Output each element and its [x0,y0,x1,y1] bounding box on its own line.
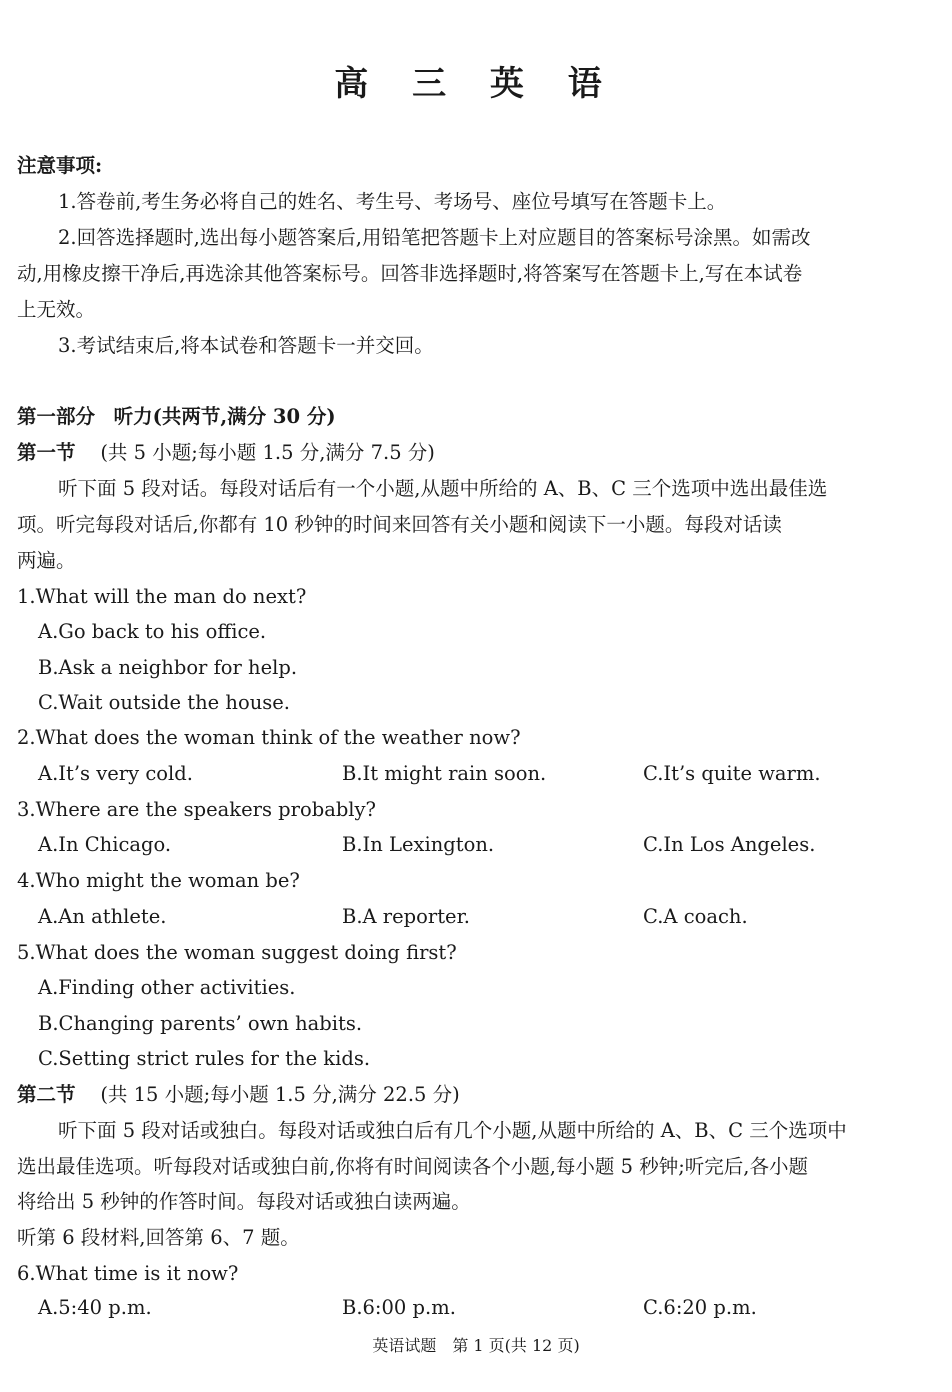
part1-heading [17,405,336,429]
section2-instr-line-2: 选出最佳选项。听每段对话或独白前,你将有时间阅读各个小题,每小题 5 秒钟;听完后,各小题 [17,1155,808,1178]
q3-option-a: A.In Chicago. [38,833,172,856]
section2-label: 第二节 [17,1083,76,1106]
q5-option-a: A.Finding other activities. [38,976,296,999]
q6-option-b: B.6:00 p.m. [342,1296,456,1319]
q4-option-a: A.An athlete. [38,905,167,928]
section1-instr-line-1: 听下面 5 段对话。每段对话后有一个小题,从题中所给的 A、B、C 三个选项中选出最佳选 [58,477,828,500]
q2-option-c: C.It’s quite warm. [643,762,821,785]
part1-text: 听力(共两节,满分 30 分) [113,405,336,428]
q2-option-a: A.It’s very cold. [38,762,193,785]
section2-heading [17,1083,460,1107]
q2-stem: 2.What does the woman think of the weather now? [17,726,521,749]
q3-options [38,833,938,857]
q4-option-b: B.A reporter. [342,905,470,928]
q4-option-c: C.A coach. [643,905,748,928]
notice-heading: 注意事项: [17,154,103,177]
notice-item-2-line-3: 上无效。 [17,298,96,321]
q5-stem: 5.What does the woman suggest doing first? [17,941,457,964]
q5-option-b: B.Changing parents’ own habits. [38,1012,363,1035]
section2-text: (共 15 小题;每小题 1.5 分,满分 22.5 分) [100,1083,460,1106]
section1-instr-line-3: 两遍。 [17,549,76,572]
notice-item-1: 1.答卷前,考生务必将自己的姓名、考生号、考场号、座位号填写在答题卡上。 [58,190,727,213]
q6-option-c: C.6:20 p.m. [643,1296,757,1319]
section2-instr-line-3: 将给出 5 秒钟的作答时间。每段对话或独白读两遍。 [17,1190,471,1213]
q6-stem: 6.What time is it now? [17,1262,239,1285]
q1-option-b: B.Ask a neighbor for help. [38,656,298,679]
q4-options [38,905,938,929]
part1-label: 第一部分 [17,405,96,428]
section1-text: (共 5 小题;每小题 1.5 分,满分 7.5 分) [100,441,435,464]
q3-option-c: C.In Los Angeles. [643,833,816,856]
notice-item-2-line-1: 2.回答选择题时,选出每小题答案后,用铅笔把答题卡上对应题目的答案标号涂黑。如需改 [58,226,811,249]
q2-option-b: B.It might rain soon. [342,762,547,785]
q1-option-c: C.Wait outside the house. [38,691,291,714]
material-6-instruction: 听第 6 段材料,回答第 6、7 题。 [17,1226,300,1249]
section1-label: 第一节 [17,441,76,464]
section2-instr-line-1: 听下面 5 段对话或独白。每段对话或独白后有几个小题,从题中所给的 A、B、C 三个选项中 [58,1119,847,1142]
q1-option-a: A.Go back to his office. [38,620,267,643]
q6-options [38,1296,938,1320]
q5-option-c: C.Setting strict rules for the kids. [38,1047,371,1070]
q4-stem: 4.Who might the woman be? [17,869,300,892]
q1-stem: 1.What will the man do next? [17,585,307,608]
notice-item-2-line-2: 动,用橡皮擦干净后,再选涂其他答案标号。回答非选择题时,将答案写在答题卡上,写在本试卷 [17,262,803,285]
q3-option-b: B.In Lexington. [342,833,495,856]
q6-option-a: A.5:40 p.m. [38,1296,152,1319]
section1-heading [17,441,435,465]
q3-stem: 3.Where are the speakers probably? [17,798,377,821]
page-title: 高 三 英 语 [334,64,618,104]
section1-instr-line-2: 项。听完每段对话后,你都有 10 秒钟的时间来回答有关小题和阅读下一小题。每段对话读 [17,513,782,536]
notice-item-3: 3.考试结束后,将本试卷和答题卡一并交回。 [58,334,434,357]
q2-options [38,762,938,786]
page-footer: 英语试题 第 1 页(共 12 页) [372,1336,580,1355]
